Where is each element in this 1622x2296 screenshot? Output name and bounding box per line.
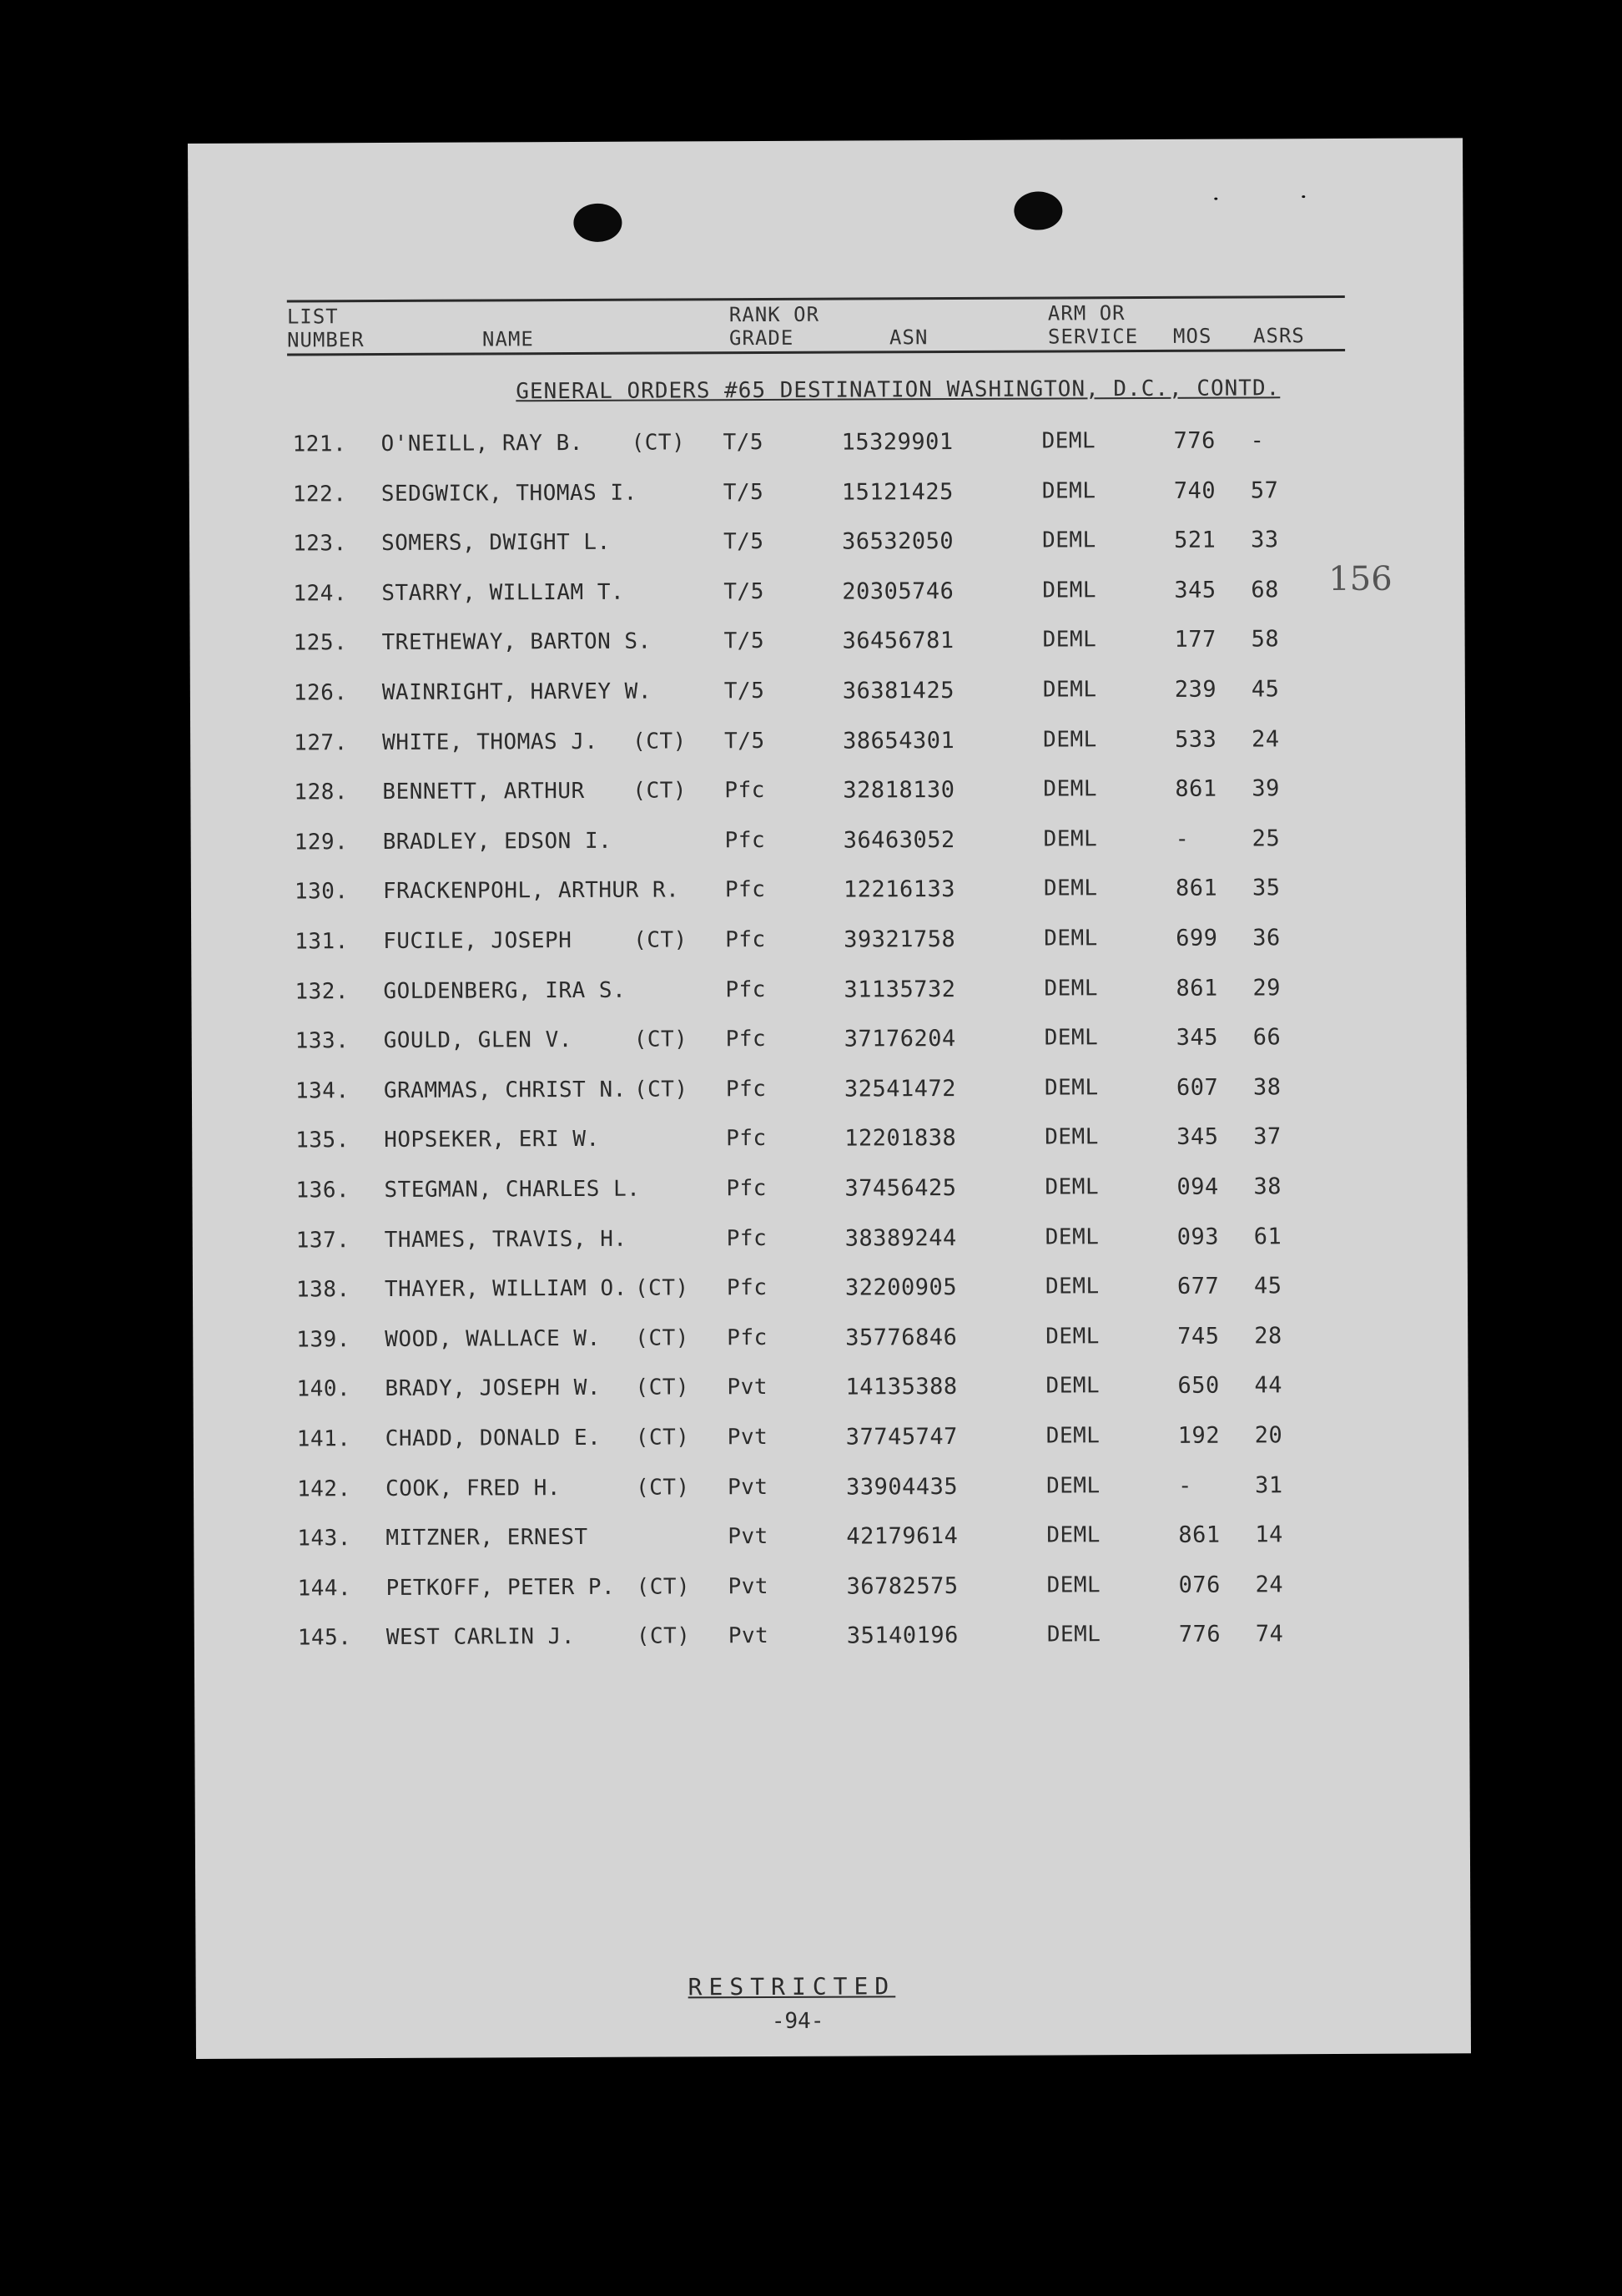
rank-grade: Pfc — [726, 1126, 767, 1152]
arm-service: DEML — [1044, 1025, 1099, 1051]
mos-value: 776 — [1173, 427, 1216, 454]
asn-value: 36782575 — [846, 1572, 959, 1600]
soldier-name: FUCILE, JOSEPH — [383, 928, 572, 954]
table-row — [193, 1322, 1444, 1361]
asrs-value: 28 — [1254, 1323, 1282, 1350]
mos-value: 745 — [1177, 1323, 1220, 1350]
soldier-name: PETKOFF, PETER P. — [385, 1574, 616, 1601]
header-bottom-rule — [287, 349, 1345, 356]
table-row — [189, 426, 1441, 466]
ct-marker: (CT) — [635, 1474, 690, 1501]
rank-grade: Pfc — [726, 1175, 768, 1202]
soldier-name: COOK, FRED H. — [385, 1475, 562, 1501]
rank-grade: Pfc — [725, 1027, 767, 1052]
table-row — [191, 924, 1443, 963]
asrs-value: 57 — [1250, 477, 1279, 504]
ct-marker: (CT) — [633, 927, 688, 953]
soldier-name: SEDGWICK, THOMAS I. — [380, 480, 637, 507]
header-asrs: ASRS — [1252, 324, 1305, 348]
list-number: 140. — [296, 1376, 351, 1402]
mos-value: - — [1177, 1472, 1192, 1499]
arm-service: DEML — [1042, 627, 1097, 653]
page-number: -94- — [771, 2008, 824, 2034]
mos-value: 699 — [1176, 925, 1218, 951]
arm-service: DEML — [1042, 677, 1097, 703]
asn-value: 35776846 — [845, 1324, 958, 1351]
header-name: NAME — [481, 327, 534, 351]
arm-service: DEML — [1045, 1373, 1101, 1399]
mos-value: 740 — [1173, 477, 1216, 504]
list-number: 121. — [292, 431, 347, 457]
arm-service: DEML — [1045, 1224, 1100, 1250]
soldier-name: FRACKENPOHL, ARTHUR R. — [382, 877, 680, 905]
arm-service: DEML — [1045, 1274, 1100, 1299]
list-number: 144. — [297, 1575, 352, 1602]
mos-value: 345 — [1176, 1124, 1219, 1151]
list-number: 136. — [295, 1178, 350, 1204]
table-row — [191, 875, 1443, 914]
rank-grade: Pvt — [727, 1375, 768, 1400]
ct-marker: (CT) — [631, 430, 686, 456]
list-number: 124. — [293, 580, 348, 607]
arm-service: DEML — [1042, 578, 1097, 603]
header-asn: ASN — [889, 325, 929, 350]
mos-value: 177 — [1174, 627, 1216, 653]
rank-grade: Pvt — [728, 1524, 768, 1550]
asn-value: 15121425 — [841, 478, 954, 506]
soldier-name: BRADLEY, EDSON I. — [382, 828, 612, 855]
mos-value: 650 — [1177, 1373, 1220, 1400]
asn-value: 36456781 — [842, 628, 955, 654]
table-row — [189, 477, 1441, 516]
table-row — [190, 775, 1442, 815]
arm-service: DEML — [1043, 726, 1097, 753]
asn-value: 12216133 — [843, 876, 956, 903]
mos-value: 533 — [1175, 726, 1217, 753]
rank-grade: Pfc — [727, 1325, 768, 1350]
rank-grade: Pfc — [724, 827, 766, 853]
soldier-name: TRETHEWAY, BARTON S. — [381, 628, 652, 656]
list-number: 130. — [294, 879, 349, 905]
soldier-name: HOPSEKER, ERI W. — [384, 1127, 600, 1153]
paper-speck — [1214, 198, 1217, 200]
list-number: 143. — [297, 1526, 351, 1552]
asn-value: 39321758 — [844, 926, 956, 953]
asn-value: 38654301 — [843, 727, 955, 754]
soldier-name: BENNETT, ARTHUR — [382, 779, 585, 805]
list-number: 134. — [295, 1077, 350, 1104]
list-number: 131. — [295, 929, 349, 955]
list-number: 125. — [293, 630, 348, 656]
list-number: 122. — [292, 481, 347, 507]
asn-value: 36463052 — [843, 826, 955, 854]
ct-marker: (CT) — [634, 1275, 689, 1301]
soldier-name: GOLDENBERG, IRA S. — [383, 977, 627, 1004]
rank-grade: T/5 — [723, 678, 765, 704]
restricted-marking: RESTRICTED — [688, 1972, 896, 2001]
arm-service: DEML — [1045, 1423, 1101, 1449]
document-page — [188, 138, 1471, 2059]
mos-value: 076 — [1178, 1572, 1221, 1598]
soldier-name: CHADD, DONALD E. — [385, 1425, 602, 1451]
rank-grade: T/5 — [723, 429, 764, 456]
rank-grade: Pfc — [725, 1076, 767, 1102]
soldier-name: GRAMMAS, CHRIST N. — [383, 1077, 627, 1103]
margin-page-number: 156 — [1328, 559, 1393, 599]
list-number: 138. — [295, 1277, 350, 1303]
list-number: 127. — [294, 729, 348, 756]
list-number: 135. — [295, 1128, 350, 1153]
table-row — [193, 1372, 1444, 1411]
mos-value: 861 — [1175, 876, 1218, 902]
ct-marker: (CT) — [632, 728, 687, 754]
rank-grade: T/5 — [723, 628, 765, 654]
arm-service: DEML — [1046, 1572, 1101, 1598]
soldier-name: THAYER, WILLIAM O. — [384, 1275, 627, 1303]
asrs-value: 35 — [1252, 875, 1281, 901]
table-row — [191, 825, 1443, 864]
asrs-value: 58 — [1251, 626, 1280, 653]
asrs-value: 36 — [1252, 925, 1281, 951]
list-number: 137. — [295, 1227, 350, 1254]
ct-marker: (CT) — [633, 1027, 688, 1052]
rank-grade: Pfc — [725, 976, 766, 1002]
asrs-value: 20 — [1254, 1422, 1283, 1449]
rank-grade: Pfc — [725, 926, 766, 953]
asrs-value: 68 — [1251, 577, 1279, 603]
asrs-value: 66 — [1252, 1024, 1282, 1051]
table-row — [193, 1223, 1444, 1262]
table-row — [192, 1024, 1443, 1063]
table-row — [194, 1421, 1445, 1461]
rank-grade: T/5 — [723, 479, 764, 505]
asn-value: 37176204 — [844, 1026, 956, 1052]
section-title: GENERAL ORDERS #65 DESTINATION WASHINGTON, D.C., CONTD. — [516, 376, 1281, 405]
punch-hole-right — [1014, 191, 1062, 230]
arm-service: DEML — [1043, 826, 1098, 852]
soldier-name: SOMERS, DWIGHT L. — [381, 529, 611, 557]
table-row — [190, 626, 1442, 665]
asn-value: 14135388 — [845, 1374, 958, 1400]
list-number: 123. — [293, 531, 347, 557]
rank-grade: Pvt — [728, 1573, 769, 1599]
arm-service: DEML — [1043, 876, 1098, 901]
arm-service: DEML — [1045, 1324, 1100, 1350]
list-number: 142. — [296, 1476, 351, 1502]
table-row — [194, 1621, 1446, 1660]
arm-service: DEML — [1045, 1124, 1099, 1150]
asrs-value: 14 — [1255, 1521, 1283, 1548]
mos-value: 093 — [1176, 1224, 1220, 1250]
list-number: 139. — [296, 1326, 350, 1353]
asrs-value: 61 — [1253, 1223, 1282, 1250]
asn-value: 35140196 — [846, 1622, 959, 1649]
asn-value: 12201838 — [844, 1125, 957, 1152]
mos-value: 677 — [1176, 1273, 1220, 1300]
ct-marker: (CT) — [635, 1425, 690, 1451]
asn-value: 38389244 — [844, 1224, 957, 1252]
list-number: 129. — [294, 829, 349, 855]
rank-grade: T/5 — [723, 529, 764, 555]
mos-value: 094 — [1176, 1173, 1219, 1200]
table-row — [193, 1273, 1444, 1312]
arm-service: DEML — [1045, 1174, 1100, 1200]
ct-marker: (CT) — [635, 1325, 689, 1351]
header-arm-line2: SERVICE — [1047, 325, 1139, 349]
table-row — [191, 974, 1443, 1013]
rank-grade: Pfc — [724, 778, 765, 804]
mos-value: 521 — [1174, 527, 1216, 554]
header-list-number-line2: NUMBER — [286, 328, 365, 352]
mos-value: 345 — [1174, 577, 1216, 603]
soldier-name: WHITE, THOMAS J. — [382, 729, 598, 755]
arm-service: DEML — [1042, 527, 1096, 553]
mos-value: 239 — [1174, 676, 1217, 703]
header-rank-line2: GRADE — [728, 325, 794, 351]
header-mos: MOS — [1172, 324, 1212, 348]
soldier-name: WOOD, WALLACE W. — [385, 1325, 601, 1352]
soldier-name: MITZNER, ERNEST — [385, 1525, 588, 1552]
list-number: 145. — [297, 1625, 352, 1651]
paper-speck — [1302, 195, 1305, 198]
soldier-name: STARRY, WILLIAM T. — [381, 579, 625, 606]
arm-service: DEML — [1045, 1472, 1101, 1499]
list-number: 141. — [296, 1426, 351, 1452]
table-row — [189, 527, 1441, 566]
asn-value: 33904435 — [845, 1473, 959, 1501]
rank-grade: T/5 — [723, 578, 764, 604]
asrs-value: 38 — [1253, 1173, 1282, 1200]
asrs-value: 24 — [1255, 1572, 1284, 1598]
asn-value: 36381425 — [842, 677, 955, 704]
ct-marker: (CT) — [632, 778, 688, 804]
table-row — [192, 1173, 1443, 1212]
asn-value: 32200905 — [844, 1274, 958, 1301]
header-rank-line1: RANK OR — [728, 302, 820, 327]
table-row — [190, 675, 1442, 714]
asn-value: 42179614 — [846, 1523, 959, 1550]
asrs-value: 74 — [1255, 1621, 1284, 1648]
asrs-value: 33 — [1251, 527, 1279, 553]
mos-value: 776 — [1178, 1622, 1222, 1648]
asn-value: 31135732 — [844, 976, 956, 1003]
table-row — [189, 576, 1441, 615]
asn-value: 32541472 — [844, 1075, 957, 1103]
mos-value: 861 — [1176, 975, 1218, 1002]
asrs-value: 44 — [1254, 1372, 1283, 1399]
list-number: 133. — [295, 1028, 350, 1054]
rank-grade: Pfc — [726, 1275, 768, 1301]
mos-value: 192 — [1177, 1422, 1221, 1449]
asrs-value: 39 — [1252, 775, 1280, 802]
soldier-name: STEGMAN, CHARLES L. — [384, 1176, 641, 1203]
table-row — [192, 1123, 1443, 1163]
mos-value: 607 — [1176, 1074, 1219, 1101]
table-row — [194, 1571, 1445, 1610]
header-list-number-line1: LIST — [286, 305, 339, 329]
asn-value: 20305746 — [842, 578, 955, 605]
soldier-name: GOULD, GLEN V. — [383, 1027, 572, 1054]
ct-marker: (CT) — [633, 1077, 688, 1103]
arm-service: DEML — [1043, 776, 1098, 802]
table-row — [194, 1521, 1445, 1561]
table-row — [192, 1073, 1443, 1113]
arm-service: DEML — [1044, 926, 1098, 951]
rank-grade: Pfc — [724, 877, 766, 903]
ct-marker: (CT) — [636, 1574, 691, 1600]
mos-value: 345 — [1176, 1024, 1219, 1052]
rank-grade: T/5 — [724, 728, 765, 754]
rank-grade: Pvt — [727, 1474, 768, 1500]
asrs-value: 29 — [1252, 974, 1282, 1002]
asrs-value: 45 — [1253, 1273, 1282, 1299]
list-number: 132. — [295, 978, 350, 1005]
asrs-value: 37 — [1253, 1123, 1282, 1150]
arm-service: DEML — [1041, 477, 1096, 504]
arm-service: DEML — [1041, 428, 1096, 454]
soldier-name: THAMES, TRAVIS, H. — [384, 1226, 627, 1253]
soldier-name: BRADY, JOSEPH W. — [385, 1375, 602, 1402]
rank-grade: Pvt — [727, 1424, 768, 1451]
list-number: 126. — [293, 680, 348, 706]
arm-service: DEML — [1044, 975, 1099, 1002]
arm-service: DEML — [1044, 1075, 1099, 1101]
ct-marker: (CT) — [635, 1375, 690, 1401]
asrs-value: 24 — [1252, 725, 1280, 753]
soldier-name: O'NEILL, RAY B. — [380, 430, 583, 457]
list-number: 128. — [294, 780, 349, 805]
asrs-value: 31 — [1254, 1471, 1283, 1499]
table-row — [194, 1471, 1445, 1511]
asrs-value: 25 — [1252, 825, 1281, 852]
table-row — [190, 725, 1442, 764]
asn-value: 37456425 — [844, 1174, 957, 1202]
asrs-value: 45 — [1251, 676, 1280, 703]
mos-value: - — [1175, 825, 1190, 852]
arm-service: DEML — [1046, 1622, 1101, 1648]
header-top-rule — [287, 295, 1345, 303]
rank-grade: Pfc — [726, 1225, 768, 1251]
rank-grade: Pvt — [728, 1623, 769, 1649]
asn-value: 15329901 — [841, 428, 954, 456]
asn-value: 37745747 — [845, 1423, 958, 1451]
ct-marker: (CT) — [636, 1623, 691, 1650]
punch-hole-left — [573, 204, 622, 242]
mos-value: 861 — [1175, 775, 1217, 803]
asrs-value: - — [1250, 427, 1265, 454]
asn-value: 36532050 — [842, 528, 955, 555]
soldier-name: WAINRIGHT, HARVEY W. — [381, 679, 652, 705]
soldier-name: WEST CARLIN J. — [385, 1624, 576, 1651]
mos-value: 861 — [1178, 1521, 1221, 1549]
asrs-value: 38 — [1252, 1074, 1282, 1101]
arm-service: DEML — [1046, 1522, 1101, 1548]
asn-value: 32818130 — [843, 777, 955, 804]
header-arm-line1: ARM OR — [1047, 301, 1126, 325]
